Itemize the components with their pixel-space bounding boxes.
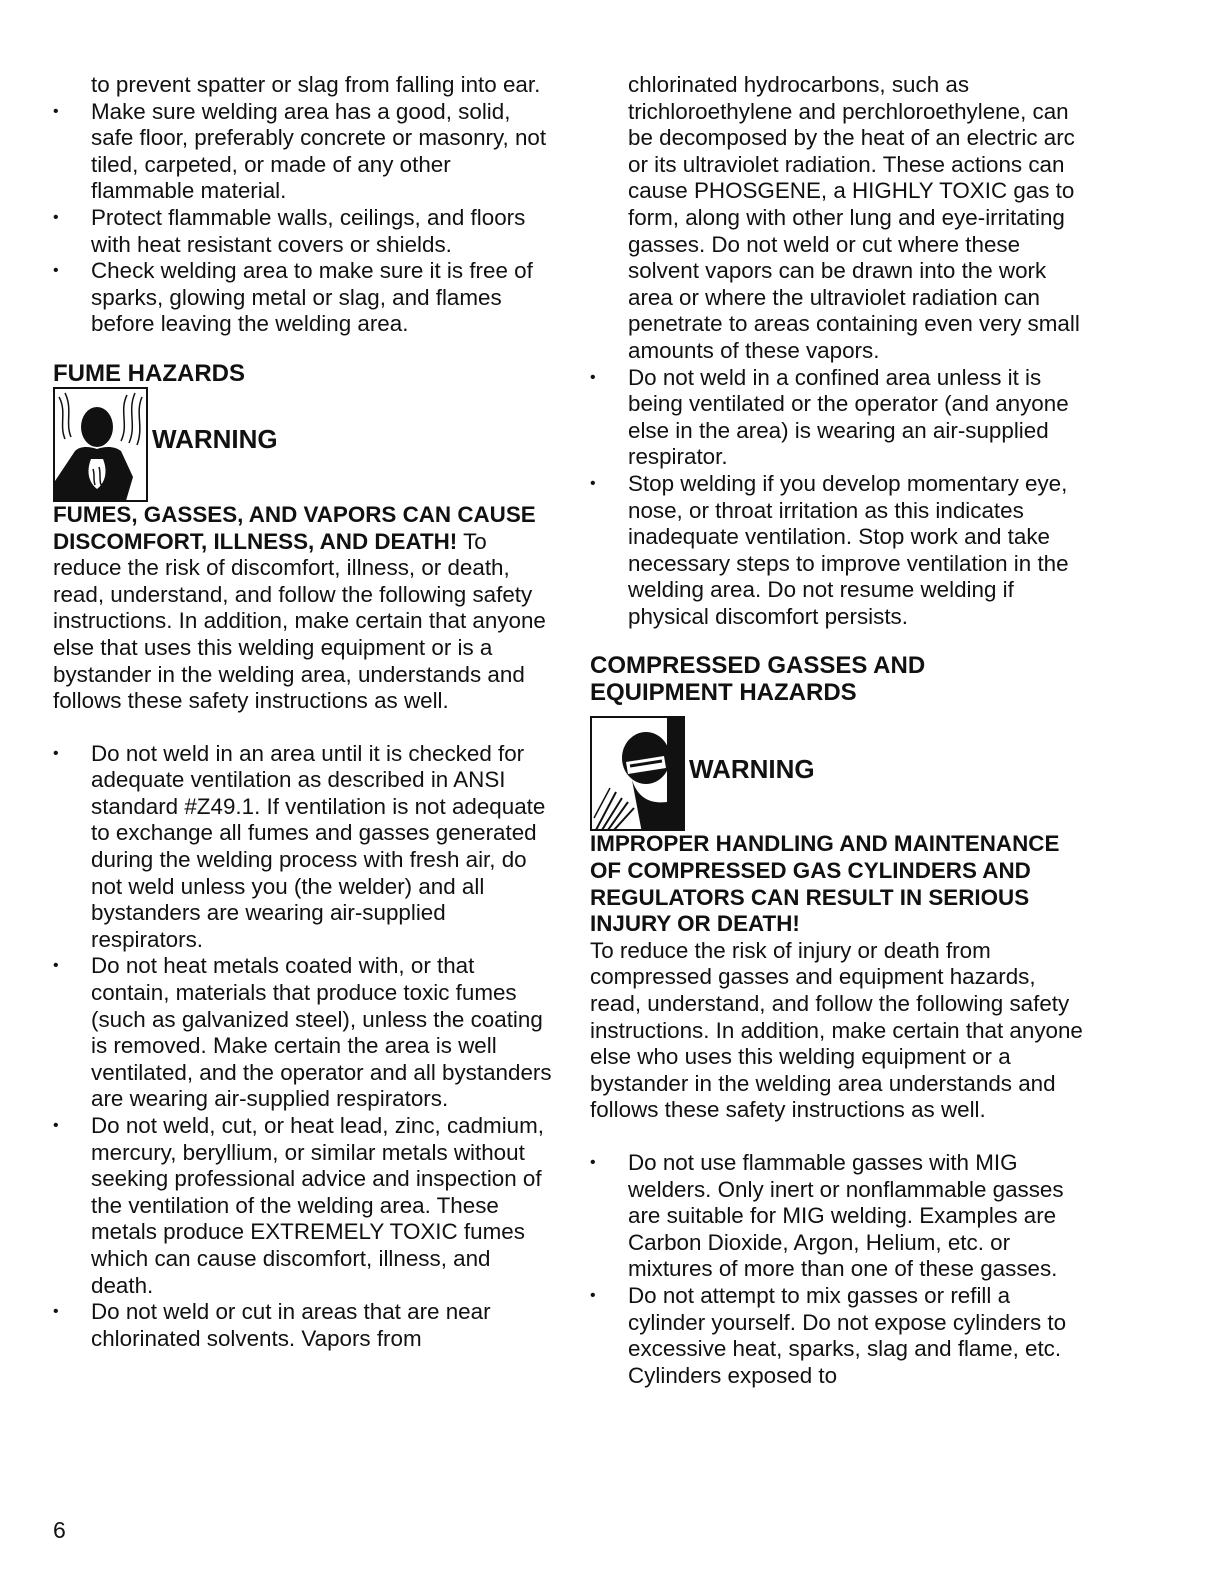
list-item: • Check welding area to make sure it is free of sparks, glowing metal or slag, and flames before leaving the welding area.: [53, 258, 553, 338]
gas-warning-block: [590, 716, 1090, 831]
list-item: • Do not use flammable gasses with MIG welders. Only inert or nonflammable gasses are suitable for MIG welding. Examples are Carbon Dioxide, Argon, Helium, etc. or mixtures of more than one of these gasses.: [590, 1150, 1090, 1283]
fume-safety-list: [53, 741, 553, 1353]
list-item: • Do not weld in an area until it is checked for adequate ventilation as described in ANSI standard #Z49.1. If ventilation is not adequate to exchange all fumes and gasses generated during the welding process with fresh air, do not weld unless you (the welder) and all bystanders are wearing air-supplied respirators.: [53, 741, 553, 954]
continuation-text: chlorinated hydrocarbons, such as trichloroethylene and perchloroethylene, can be decomposed by the heat of an electric arc or its ultraviolet radiation. These actions can cause PHOSGENE, a HIGHLY TOXIC gas to form, along with other lung and eye-irritating gasses. Do not weld or cut where these solvent vapors can be drawn into the work area or where the ultraviolet radiation can penetrate to areas containing even very small amounts of these vapors.: [628, 72, 1080, 363]
ventilation-list: [590, 365, 1090, 631]
left-column: [53, 72, 553, 1352]
fume-warning-text: To reduce the risk of discomfort, illness, or death, read, understand, and follow the following safety instructions. In addition, make certain that anyone else that uses this welding equipment or is a bystander in the welding area, understands and follows these safety instructions as well.: [53, 528, 546, 714]
heading-line: COMPRESSED GASSES AND: [590, 652, 926, 680]
fire-safety-list: [53, 99, 553, 338]
list-item: • Stop welding if you develop momentary eye, nose, or throat irritation as this indicates inadequate ventilation. Stop work and take necessary steps to improve ventilation in the welding area. Do not resume welding if physical discomfort persists.: [590, 471, 1090, 631]
list-item: • Do not weld, cut, or heat lead, zinc, cadmium, mercury, beryllium, or similar metals without seeking professional advice and inspection of the ventilation of the welding area. These metals produce EXTREMELY TOXIC fumes which can cause discomfort, illness, and death.: [53, 1113, 553, 1299]
gas-warning-paragraph: [590, 831, 1090, 1124]
heading-line: EQUIPMENT HAZARDS: [590, 679, 857, 707]
page-number: 6: [53, 1517, 66, 1543]
compressed-gas-heading: [590, 652, 1090, 706]
right-column: [590, 72, 1090, 1389]
warning-label: WARNING: [152, 424, 278, 455]
continuation-text: to prevent spatter or slag from falling into ear.: [91, 72, 541, 97]
fume-hazards-heading: FUME HAZARDS: [53, 359, 245, 387]
list-item: • Do not attempt to mix gasses or refill a cylinder yourself. Do not expose cylinders to excessive heat, sparks, slag and flame, etc. Cylinders exposed to: [590, 1283, 1090, 1389]
list-item: • Do not weld or cut in areas that are near chlorinated solvents. Vapors from: [53, 1299, 553, 1352]
list-item: • Make sure welding area has a good, solid, safe floor, preferably concrete or masonry, not tiled, carpeted, or made of any other flammable material.: [53, 99, 553, 205]
gas-warning-text: To reduce the risk of injury or death from compressed gasses and equipment hazards, read, understand, and follow the following safety instructions. In addition, make certain that anyone else who uses this welding equipment or a bystander in the welding area understands and follows these safety instructions as well.: [590, 937, 1083, 1123]
fume-warning-block: [53, 387, 553, 502]
list-item: • Do not heat metals coated with, or that contain, materials that produce toxic fumes (such as galvanized steel), unless the coating is removed. Make certain the area is well ventilated, and the operator and all bystanders are wearing air-supplied respirators.: [53, 953, 553, 1113]
fume-warning-bold: FUMES, GASSES, AND VAPORS CAN CAUSE DISCOMFORT, ILLNESS, AND DEATH!: [53, 501, 536, 554]
gas-warning-bold: IMPROPER HANDLING AND MAINTENANCE OF COMPRESSED GAS CYLINDERS AND REGULATORS CAN RESULT IN SERIOUS INJURY OR DEATH!: [590, 831, 1060, 937]
welding-helmet-icon: [590, 716, 685, 831]
list-item: • Protect flammable walls, ceilings, and floors with heat resistant covers or shields.: [53, 205, 553, 258]
fume-inhalation-icon: [53, 387, 148, 502]
gas-safety-list: [590, 1150, 1090, 1389]
fume-warning-paragraph: [53, 502, 553, 715]
list-item: • Do not weld in a confined area unless it is being ventilated or the operator (and anyone else in the area) is wearing an air-supplied respirator.: [590, 365, 1090, 471]
warning-label: WARNING: [689, 753, 815, 784]
